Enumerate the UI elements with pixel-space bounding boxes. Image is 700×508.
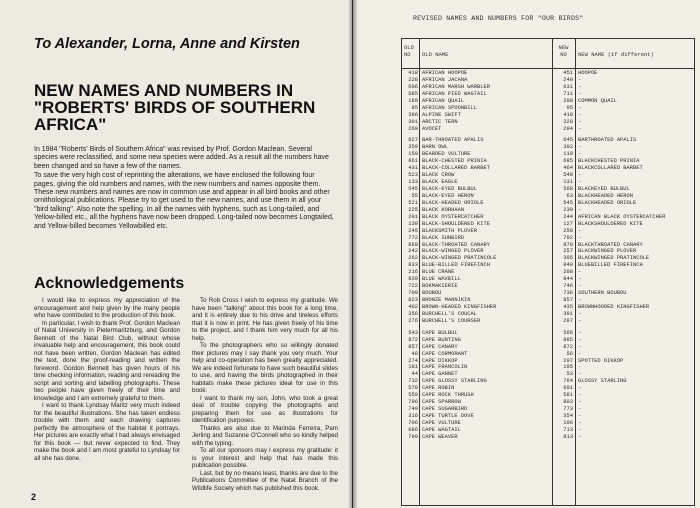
old-number-cell: 857 <box>408 343 418 350</box>
old-name-cell: BOKMAKIERIE <box>422 283 458 290</box>
new-number-cell: 451 <box>563 70 573 76</box>
old-number-cell: 523 <box>408 172 418 179</box>
old-name-cell: BURCHELL'S COUCAL <box>422 310 477 317</box>
new-number-cell: 56 <box>566 350 573 357</box>
new-name-cell: - <box>578 406 582 413</box>
new-number-cell: 713 <box>563 426 573 433</box>
old-name-cell: AFRICAN MARSH WARBLER <box>422 83 490 90</box>
old-number-cell: 706 <box>408 419 418 426</box>
table-row <box>402 70 694 77</box>
old-name-cell: BLACK SUNBIRD <box>422 234 465 241</box>
new-number-cell: 305 <box>563 255 573 262</box>
table-row <box>402 337 694 344</box>
table-row <box>402 364 694 371</box>
old-number-cell: 216 <box>408 269 418 276</box>
old-name-cell: BLACK-HEADED ORIOLE <box>422 199 484 206</box>
new-name-cell: - <box>578 419 582 426</box>
old-number-cell: 799 <box>408 433 418 440</box>
new-number-cell: 601 <box>563 385 573 392</box>
table-row <box>402 434 694 441</box>
new-number-cell: 792 <box>563 234 573 241</box>
new-number-cell: 736 <box>563 290 573 297</box>
ack-paragraph: Last, but by no means least, thanks are due to the Publications Committee of the Natal Branch of the Wildlife Society which has published this book. <box>192 469 338 492</box>
old-name-cell: BLACK KORHAAN <box>422 206 465 213</box>
old-number-cell: 276 <box>408 317 418 324</box>
old-number-cell: 181 <box>408 364 418 371</box>
old-name-cell: CAPE SPARROW <box>422 399 461 406</box>
old-number-cell: 559 <box>408 392 418 399</box>
new-name-cell: - <box>578 283 582 290</box>
new-name-cell: - <box>578 364 582 371</box>
old-number-cell: 150 <box>408 151 418 158</box>
new-name-cell: BLUEBILLED FIREFINCH <box>578 262 643 269</box>
new-name-cell: HOOPOE <box>578 70 598 76</box>
ack-paragraph: I would like to express my appreciation of the encouragement and help given by the many people who have contributed to the production of this book. <box>34 297 180 319</box>
new-name-cell: SPOTTED DIKKOP <box>578 357 624 364</box>
old-name-cell: BARN OWL <box>422 144 448 151</box>
old-name-cell: ALPINE SWIFT <box>422 111 461 118</box>
old-name-cell: CAPE BUNTING <box>422 336 461 343</box>
new-number-cell: 764 <box>563 378 573 385</box>
old-number-cell: 606 <box>408 83 418 90</box>
new-name-cell: BLACKEYED BULBUL <box>578 186 630 192</box>
new-number-cell: 297 <box>563 357 573 364</box>
old-name-cell: BLACK CROW <box>422 172 455 179</box>
new-number-cell: 131 <box>563 179 573 186</box>
old-name-cell: BOUBOU <box>422 290 442 297</box>
old-number-cell: 839 <box>408 276 418 283</box>
old-number-cell: 402 <box>408 303 418 310</box>
old-name-cell: CAPE VULTURE <box>422 419 461 426</box>
new-number-cell: 244 <box>563 213 573 220</box>
new-number-cell: 106 <box>563 419 573 426</box>
new-name-cell: BLACKCHESTED PRINIA <box>578 158 640 165</box>
table-row <box>402 351 694 358</box>
new-number-cell: 328 <box>563 118 573 125</box>
old-name-cell: AFRICAN HOOPOE <box>422 70 468 76</box>
table-row <box>402 276 694 283</box>
new-name-cell: - <box>578 343 582 350</box>
new-name-cell: - <box>578 350 582 357</box>
intro-paragraph: To save the very high cost of reprinting the alterations, we have enclosed the following four pages, giving the old numbers and names, with the new numbers and names opposite them. These new numbers and names are now in common use and appear in all bird books and other ornithological publications. Please try to get used to the new names, and use them in all your "bird talking". Also note the spelling. In all the names with hyphens, such as Long-tailed, and Yellow-billed etc., all the hyphens have now been dropped. Long-tailed now becomes Longtailed, and Yellow-billed becomes Yellowbilled etc. <box>34 172 334 230</box>
old-name-cell: BLUE WAXBILL <box>422 276 461 283</box>
ack-paragraph: I want to thank my son, John, who took a great deal of trouble copying the photographs and preparing them for use as illustrations for identification purposes. <box>192 394 338 424</box>
table-row <box>402 283 694 290</box>
ack-paragraph: To Rob Cross I wish to express my gratitude. We have been "talking" about this book for a long time, and it is entirely due to his drive and tireless efforts that it is now in print. He has given freely of his time to the project, and I thank him very much for all his help. <box>192 297 338 342</box>
table-row <box>402 228 694 235</box>
old-number-cell: 685 <box>408 90 418 97</box>
new-number-cell: 548 <box>563 172 573 179</box>
old-name-cell: AVOCET <box>422 125 442 132</box>
old-number-cell: 269 <box>408 125 418 132</box>
new-name-cell: - <box>578 426 582 433</box>
old-name-cell: AFRICAN QUAIL <box>422 97 465 104</box>
new-number-cell: 200 <box>563 97 573 104</box>
old-number-cell: 661 <box>408 158 418 165</box>
old-number-cell: 245 <box>408 227 418 234</box>
dedication: To Alexander, Lorna, Anne and Kirsten <box>34 36 300 52</box>
new-number-cell: 95 <box>566 104 573 111</box>
new-number-cell: 119 <box>563 151 573 158</box>
table-row <box>402 290 694 297</box>
col-header-new-name: NEW NAME (if different) <box>578 51 654 58</box>
old-name-cell: CAPE WAGTAIL <box>422 426 461 433</box>
old-name-cell: BLACK OYSTERCATCHER <box>422 213 484 220</box>
new-name-cell: - <box>578 413 582 419</box>
new-number-cell: 545 <box>563 199 573 206</box>
new-number-cell: 53 <box>566 371 573 378</box>
table-row <box>402 269 694 276</box>
new-name-cell: BLACKCOLLARED BARBET <box>578 165 643 172</box>
new-name-cell: - <box>578 329 582 336</box>
table-row <box>402 126 694 133</box>
new-number-cell: 63 <box>566 192 573 199</box>
table-rows <box>402 70 694 441</box>
table-row <box>402 262 694 269</box>
new-number-cell: 294 <box>563 125 573 132</box>
old-number-cell: 55 <box>411 192 418 199</box>
new-number-cell: 872 <box>563 343 573 350</box>
new-number-cell: 746 <box>563 283 573 290</box>
old-number-cell: 772 <box>408 234 418 241</box>
table-row <box>402 413 694 420</box>
table-row <box>402 385 694 392</box>
table-row <box>402 235 694 242</box>
new-name-cell: - <box>578 269 582 276</box>
new-number-cell: 208 <box>563 269 573 276</box>
old-number-cell: 189 <box>408 97 418 104</box>
new-name-cell: AFRICAN BLACK OYSTERCATCHER <box>578 213 666 220</box>
new-name-cell: - <box>578 90 582 97</box>
new-name-cell: BLACKWINGED PLOVER <box>578 248 637 255</box>
header-divider <box>402 68 694 69</box>
new-name-cell: - <box>578 179 582 186</box>
old-name-cell: CAPE WEAVER <box>422 433 458 440</box>
new-name-cell: - <box>578 310 582 317</box>
new-number-cell: 773 <box>563 406 573 413</box>
old-name-cell: BLACK-COLLARED BARBET <box>422 165 490 172</box>
table-row <box>402 255 694 262</box>
table-row <box>402 179 694 186</box>
table-row <box>402 330 694 337</box>
new-name-cell: BLACKTHROATED CANARY <box>578 241 643 248</box>
table-row <box>402 420 694 427</box>
table-row <box>402 207 694 214</box>
old-name-cell: BLACK-SHOULDERED KITE <box>422 220 490 227</box>
new-name-cell: - <box>578 172 582 179</box>
new-number-cell: 568 <box>563 186 573 192</box>
ack-paragraph: To the photographers who so willingly donated their pictures may I say thank you very much. Your help and co-operation has been greatly appreciated. We are indeed fortunate to have such beautiful slides to use, and having the birds photographed in their habitats make these pictures ideal for use in this book. <box>192 342 338 394</box>
new-number-cell: 631 <box>563 83 573 90</box>
old-name-cell: BRONZE MANNIKIN <box>422 297 471 303</box>
ack-paragraph: To all our sponsors may I express my gratitude: it is your interest and help that has made this publication possible. <box>192 447 338 469</box>
old-name-cell: CAPE ROBIN <box>422 385 455 392</box>
old-number-cell: 709 <box>408 290 418 297</box>
new-number-cell: 870 <box>563 241 573 248</box>
new-number-cell: 435 <box>563 303 573 310</box>
old-name-cell: CAPE CORMORANT <box>422 350 468 357</box>
new-name-cell: - <box>578 276 582 283</box>
table-row <box>402 378 694 385</box>
new-number-cell: 813 <box>563 433 573 440</box>
old-number-cell: 316 <box>408 413 418 419</box>
new-name-cell: BLACKSHOULDERED KITE <box>578 220 643 227</box>
new-name-cell: - <box>578 234 582 241</box>
table-row <box>402 344 694 351</box>
old-name-cell: BAR-THROATED APALIS <box>422 137 484 144</box>
old-number-cell: 578 <box>408 385 418 392</box>
table-row <box>402 144 694 151</box>
old-number-cell: 274 <box>408 357 418 364</box>
table-row <box>402 358 694 365</box>
old-name-cell: CAPE SUGARBIRD <box>422 406 468 413</box>
book-gutter <box>348 0 358 508</box>
old-name-cell: BLACKSMITH PLOVER <box>422 227 477 234</box>
old-name-cell: BLACK-WINGED PLOVER <box>422 248 484 255</box>
intro-paragraph: In 1984 "Roberts' Birds of Southern Africa" was revised by Prof. Gordon Maclean. Several species were reclassified, and some new species were added. As a result all the numbers have been changed and so have a few of the names. <box>34 146 329 170</box>
old-name-cell: BURCHELL'S COURSER <box>422 317 481 324</box>
new-name-cell: - <box>578 83 582 90</box>
table-row <box>402 84 694 91</box>
new-name-cell: BROWNHOODED KINGFISHER <box>578 303 650 310</box>
table-row <box>402 119 694 126</box>
old-number-cell: 225 <box>408 206 418 213</box>
old-number-cell: 228 <box>408 76 418 83</box>
table-row <box>402 158 694 165</box>
ack-paragraph: Thanks are also due to Marinda Ferreira, Pam Jerling and Suzanne O'Connell who so kindly helped with the typing. <box>192 424 338 447</box>
new-number-cell: 127 <box>563 220 573 227</box>
old-number-cell: 85 <box>411 104 418 111</box>
table-row <box>402 98 694 105</box>
headline: NEW NAMES AND NUMBERS IN "ROBERTS' BIRDS OF SOUTHERN AFRICA" <box>34 81 316 134</box>
old-name-cell: BLACK EAGLE <box>422 179 458 186</box>
old-name-cell: BEARDED VULTURE <box>422 151 471 158</box>
old-number-cell: 823 <box>408 297 418 303</box>
table-row <box>402 112 694 119</box>
new-number-cell: 391 <box>563 310 573 317</box>
new-number-cell: 645 <box>563 137 573 144</box>
old-number-cell: 418 <box>408 70 418 76</box>
table-row <box>402 214 694 221</box>
old-number-cell: 627 <box>408 137 418 144</box>
new-number-cell: 840 <box>563 262 573 269</box>
old-number-cell: 262 <box>408 255 418 262</box>
new-number-cell: 195 <box>563 364 573 371</box>
table-row <box>402 186 694 193</box>
intro-text <box>34 146 334 232</box>
old-number-cell: 722 <box>408 283 418 290</box>
new-name-cell: - <box>578 399 582 406</box>
new-name-cell: - <box>578 76 582 83</box>
new-number-cell: 258 <box>563 227 573 234</box>
new-name-cell: - <box>578 104 582 111</box>
table-row <box>402 399 694 406</box>
new-number-cell: 240 <box>563 76 573 83</box>
table-row <box>402 172 694 179</box>
new-number-cell: 354 <box>563 413 573 419</box>
old-number-cell: 386 <box>408 111 418 118</box>
new-number-cell: 844 <box>563 276 573 283</box>
new-number-cell: 685 <box>563 158 573 165</box>
old-number-cell: 242 <box>408 248 418 255</box>
table-row <box>402 193 694 200</box>
table-row <box>402 371 694 378</box>
table-row <box>402 137 694 144</box>
old-number-cell: 732 <box>408 378 418 385</box>
old-name-cell: BLACK-EYED BULBUL <box>422 186 477 192</box>
new-name-cell: - <box>578 144 582 151</box>
old-number-cell: 796 <box>408 399 418 406</box>
new-number-cell: 464 <box>563 165 573 172</box>
old-number-cell: 872 <box>408 336 418 343</box>
new-name-cell: - <box>578 206 582 213</box>
old-name-cell: AFRICAN SPOONBILL <box>422 104 477 111</box>
col-header-old-no: OLD NO <box>404 44 414 58</box>
table-row <box>402 242 694 249</box>
table-row <box>402 91 694 98</box>
old-name-cell: BLUE CRANE <box>422 269 455 276</box>
old-number-cell: 48 <box>411 350 418 357</box>
new-name-cell: - <box>578 227 582 234</box>
new-name-cell: BLACKHEADED ORIOLE <box>578 199 637 206</box>
old-number-cell: 130 <box>408 220 418 227</box>
new-number-cell: 297 <box>563 317 573 324</box>
new-name-cell: COMMON QUAIL <box>578 97 617 104</box>
table-row <box>402 304 694 311</box>
table-row <box>402 392 694 399</box>
old-number-cell: 860 <box>408 241 418 248</box>
new-number-cell: 418 <box>563 111 573 118</box>
new-name-cell: BLACKHEADED HERON <box>578 192 633 199</box>
old-number-cell: 543 <box>408 329 418 336</box>
new-number-cell: 711 <box>563 90 573 97</box>
new-name-cell: - <box>578 151 582 158</box>
new-number-cell: 239 <box>563 206 573 213</box>
table-header-title: REVISED NAMES AND NUMBERS FOR "OUR BIRDS" <box>413 15 584 22</box>
old-number-cell: 44 <box>411 371 418 378</box>
table-row <box>402 105 694 112</box>
new-name-cell: - <box>578 111 582 118</box>
old-name-cell: CAPE BULBUL <box>422 329 458 336</box>
acknowledgements-title: Acknowledgements <box>34 275 185 292</box>
old-name-cell: CAPE ROCK THRUSH <box>422 392 474 399</box>
new-name-cell: - <box>578 433 582 440</box>
new-name-cell: - <box>578 371 582 378</box>
old-number-cell: 301 <box>408 118 418 125</box>
col-header-old-name: OLD NAME <box>422 51 449 58</box>
ack-paragraph: In particular, I wish to thank Prof. Gordon Maclean of Natal University in Pietermaritzburg, and Gordon Bennett of the Natal Bird Club, without whose invaluable help and encouragement, this book could not have been written. Gordon Maclean has edited the text, done the proof-reading and written the foreword. Gordon Bennett has given hours of his time checking information, reading and rereading the script and sorting and labelling photographs. These two people have given freely of their time and knowledge and I am extremely grateful to them. <box>34 319 180 402</box>
ack-paragraph: I want to thank Lyndsay Maritz very much indeed for the beautiful illustrations. She has taken endless trouble with them and each drawing captures perfectly the atmosphere of the habitat it portrays. Her pictures are exactly what I had always envisaged for this book — but never expected to find. They make the book and I am most grateful to Lyndsay for all she has done. <box>34 402 180 462</box>
new-name-cell: BLACKWINGED PRATINCOLE <box>578 255 650 262</box>
right-page <box>353 0 700 508</box>
table-row <box>402 297 694 304</box>
new-number-cell: 803 <box>563 399 573 406</box>
new-name-cell: - <box>578 118 582 125</box>
new-name-cell: - <box>578 297 582 303</box>
page-number: 2 <box>31 492 37 502</box>
new-name-cell: - <box>578 385 582 392</box>
old-name-cell: BLACK-EYED HERON <box>422 192 474 199</box>
table-row <box>402 248 694 255</box>
old-name-cell: BROWN-HEADED KINGFISHER <box>422 303 497 310</box>
old-number-cell: 749 <box>408 406 418 413</box>
old-name-cell: CAPE TURTLE DOVE <box>422 413 474 419</box>
acknowledgements-column-2 <box>192 297 338 492</box>
old-name-cell: CAPE DIKKOP <box>422 357 458 364</box>
old-number-cell: 133 <box>408 179 418 186</box>
old-name-cell: CAPE GANNET <box>422 371 458 378</box>
new-number-cell: 566 <box>563 329 573 336</box>
new-name-cell: - <box>578 317 582 324</box>
new-name-cell: - <box>578 125 582 132</box>
old-name-cell: BLUE-BILLED FIREFINCH <box>422 262 490 269</box>
new-name-cell: - <box>578 336 582 343</box>
table-row <box>402 311 694 318</box>
old-number-cell: 686 <box>408 426 418 433</box>
new-number-cell: 257 <box>563 248 573 255</box>
table-row <box>402 151 694 158</box>
table-row <box>402 427 694 434</box>
old-name-cell: ARCTIC TERN <box>422 118 458 125</box>
names-table <box>401 38 695 506</box>
old-name-cell: CAPE CANARY <box>422 343 458 350</box>
table-row <box>402 200 694 207</box>
new-number-cell: 392 <box>563 144 573 151</box>
old-name-cell: CAPE GLOSSY STARLING <box>422 378 487 385</box>
table-row <box>402 318 694 325</box>
col-header-new-no: NEW NO <box>558 44 569 58</box>
old-number-cell: 431 <box>408 165 418 172</box>
old-name-cell: AFRICAN JACANA <box>422 76 468 83</box>
new-number-cell: 857 <box>563 297 573 303</box>
new-number-cell: 885 <box>563 336 573 343</box>
table-row <box>402 221 694 228</box>
old-number-cell: 545 <box>408 186 418 192</box>
new-name-cell: SOUTHERN BOUBOU <box>578 290 627 297</box>
old-number-cell: 359 <box>408 144 418 151</box>
old-name-cell: BLACK-WINGED PRATINCOLE <box>422 255 497 262</box>
acknowledgements-column-1 <box>34 297 180 462</box>
table-row <box>402 165 694 172</box>
new-name-cell: BARTHROATED APALIS <box>578 137 637 144</box>
old-number-cell: 521 <box>408 199 418 206</box>
old-number-cell: 356 <box>408 310 418 317</box>
table-row <box>402 77 694 84</box>
old-number-cell: 201 <box>408 213 418 220</box>
old-name-cell: BLACK-THROATED CANARY <box>422 241 490 248</box>
new-name-cell: - <box>578 392 582 399</box>
table-row <box>402 406 694 413</box>
new-name-cell: GLOSSY STARLING <box>578 378 627 385</box>
old-name-cell: CAPE FRANCOLIN <box>422 364 468 371</box>
new-number-cell: 581 <box>563 392 573 399</box>
old-number-cell: 833 <box>408 262 418 269</box>
old-name-cell: BLACK-CHESTED PRINIA <box>422 158 487 165</box>
old-name-cell: AFRICAN PIED WAGTAIL <box>422 90 487 97</box>
